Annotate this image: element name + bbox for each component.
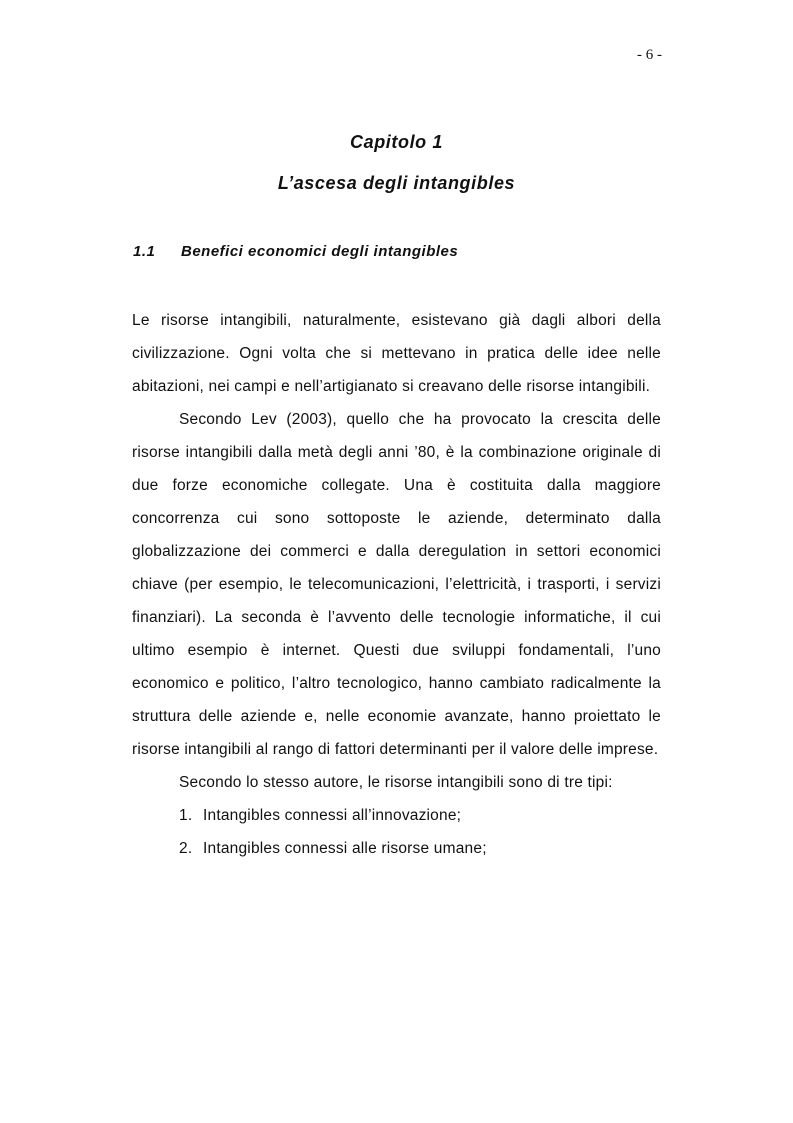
paragraph-3: Secondo lo stesso autore, le risorse intangibili sono di tre tipi: [179, 774, 613, 791]
section-title: Benefici economici degli intangibles [181, 243, 459, 260]
paragraph-2: Secondo Lev (2003), quello che ha provocato la crescita delle risorse intangibili dalla metà degli anni ’80, è la combinazione originale di due forze economiche collegate. Una è costituita dalla maggiore concorrenza cui sono sottoposte le aziende, determinato dalla globalizzazione dei commerci e dalla deregulation in settori economici chiave (per esempio, le telecomunicazioni, l’elettricità, i trasporti, i servizi finanziari). La seconda è l’avvento delle tecnologie informatiche, il cui ultimo esempio è internet. Questi due sviluppi fondamentali, l’uno economico e politico, l’altro tecnologico, hanno cambiato radicalmente la struttura delle aziende e, nelle economie avanzate, hanno proiettato le risorse intangibili al rango di fattori determinanti per il valore delle imprese. [132, 411, 661, 758]
list-item [179, 832, 661, 865]
section-number: 1.1 [133, 243, 156, 260]
list-item-text: Intangibles connessi alle risorse umane; [203, 840, 487, 857]
body-text [132, 304, 661, 865]
list-item-number: 1. [179, 807, 193, 824]
section-heading [133, 243, 458, 260]
list-item [179, 799, 661, 832]
list-item-text: Intangibles connessi all’innovazione; [203, 807, 462, 824]
intangibles-list [132, 799, 661, 865]
chapter-label: Capitolo 1 [349, 132, 443, 152]
chapter-title: L’ascesa degli intangibles [277, 173, 516, 193]
page-number: - 6 - [637, 47, 662, 63]
list-item-number: 2. [179, 840, 193, 857]
paragraph-1: Le risorse intangibili, naturalmente, esistevano già dagli albori della civilizzazione. Ogni volta che si mettevano in pratica delle idee nelle abitazioni, nei campi e nell’artigianato si creavano delle risorse intangibili. [132, 312, 661, 395]
